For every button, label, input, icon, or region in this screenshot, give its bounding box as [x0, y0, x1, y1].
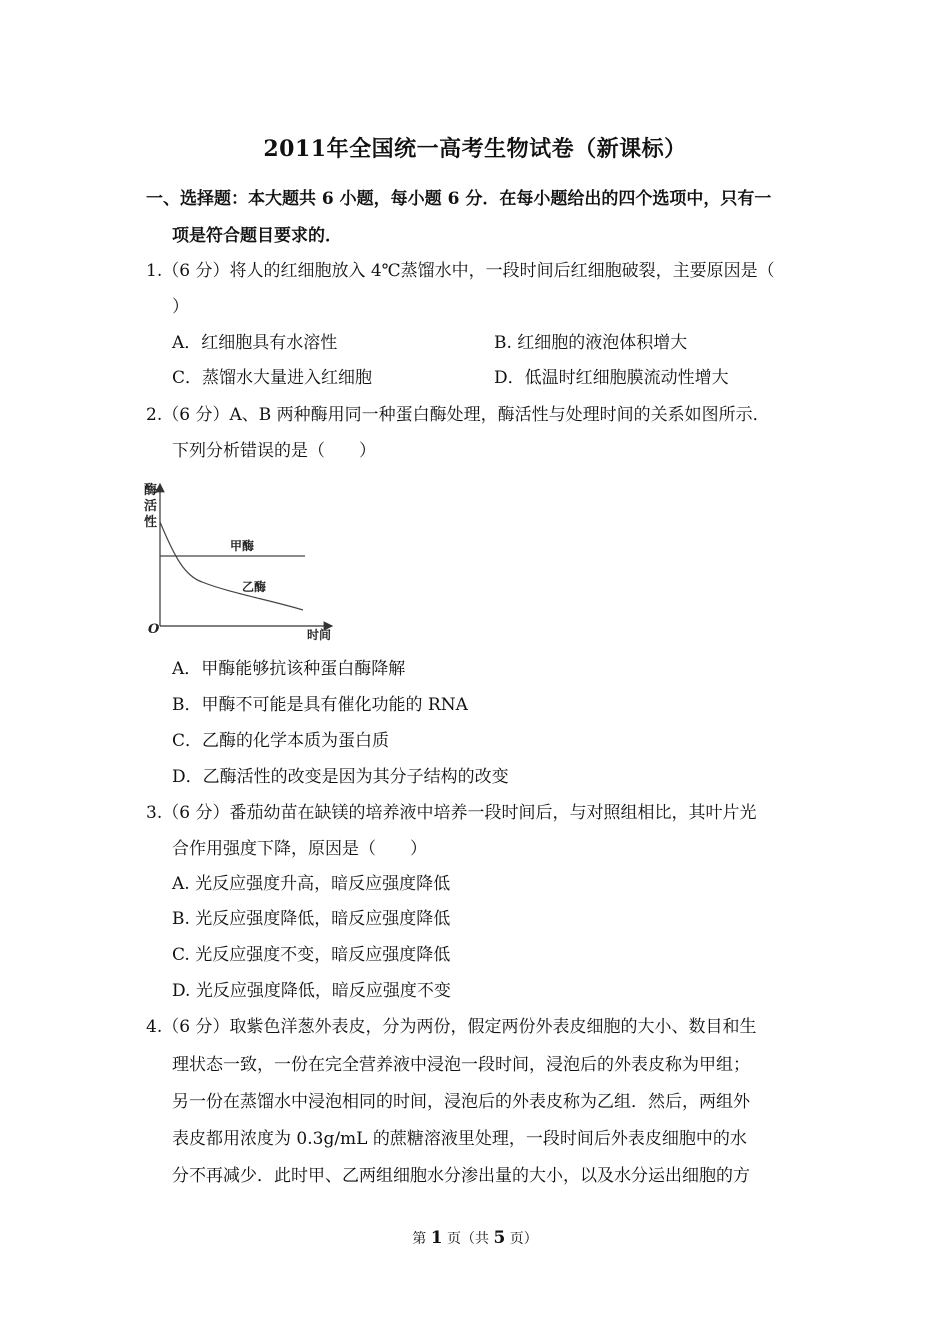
q2-option-d: D．乙酶活性的改变是因为其分子结构的改变: [172, 767, 509, 787]
series-b-label: 乙酶: [242, 580, 267, 594]
q2-option-a: A．甲酶能够抗该种蛋白酶降解: [172, 659, 406, 679]
q1-option-c: C．蒸馏水大量进入红细胞: [172, 368, 373, 388]
q1-option-a: A．红细胞具有水溶性: [172, 333, 338, 353]
q3-option-c: C. 光反应强度不变，暗反应强度降低: [172, 945, 451, 965]
footer-total-pages: 5: [493, 1228, 506, 1248]
footer-page-number: 1: [430, 1228, 443, 1248]
x-axis-label: 时间: [307, 628, 332, 642]
section-heading-line2: 项是符合题目要求的．: [172, 226, 342, 246]
q4-stem-line5: 分不再减少．此时甲、乙两组细胞水分渗出量的大小，以及水分运出细胞的方: [172, 1166, 750, 1186]
origin-label: O: [148, 622, 160, 637]
q2-stem-line2: 下列分析错误的是（ ）: [172, 441, 376, 461]
page-title: 2011年全国统一高考生物试卷（新课标）: [263, 136, 687, 162]
q2-option-c: C．乙酶的化学本质为蛋白质: [172, 731, 390, 751]
q4-stem-line4: 表皮都用浓度为 0.3g/mL 的蔗糖溶液里处理，一段时间后外表皮细胞中的水: [172, 1129, 747, 1149]
q2-stem-line1: 2.（6 分）A、B 两种酶用同一种蛋白酶处理，酶活性与处理时间的关系如图所示．: [146, 405, 770, 425]
q4-stem-line2: 理状态一致，一份在完全营养液中浸泡一段时间，浸泡后的外表皮称为甲组；: [172, 1055, 750, 1075]
q4-stem-line1: 4.（6 分）取紫色洋葱外表皮，分为两份，假定两份外表皮细胞的大小、数目和生: [146, 1017, 757, 1037]
q1-stem-line1: 1.（6 分）将人的红细胞放入 4℃蒸馏水中，一段时间后红细胞破裂，主要原因是（: [146, 261, 775, 281]
q3-stem-line2: 合作用强度下降，原因是（ ）: [172, 839, 427, 859]
q4-stem-line3: 另一份在蒸馏水中浸泡相同的时间，浸泡后的外表皮称为乙组．然后，两组外: [172, 1092, 750, 1112]
q3-option-a: A. 光反应强度升高，暗反应强度降低: [172, 874, 451, 894]
footer-middle: 页（共: [442, 1231, 494, 1247]
q3-option-d: D. 光反应强度降低，暗反应强度不变: [172, 981, 451, 1001]
section-heading-line1: 一、选择题：本大题共 6 小题，每小题 6 分．在每小题给出的四个选项中，只有一: [146, 189, 772, 209]
page-footer: [0, 1228, 950, 1248]
q1-option-b: B. 红细胞的液泡体积增大: [494, 333, 688, 353]
q1-stem-line2: ）: [172, 297, 189, 317]
series-b-line: [160, 522, 303, 610]
series-a-label: 甲酶: [230, 539, 255, 553]
q3-option-b: B. 光反应强度降低，暗反应强度降低: [172, 909, 451, 929]
q2-option-b: B．甲酶不可能是具有催化功能的 RNA: [172, 695, 468, 715]
y-axis-label-3: 性: [144, 515, 158, 530]
y-axis-label-2: 活: [144, 499, 158, 514]
y-axis-label-1: 酶: [144, 483, 158, 498]
q1-option-d: D．低温时红细胞膜流动性增大: [494, 368, 729, 388]
footer-suffix: 页）: [505, 1231, 538, 1247]
q3-stem-line1: 3.（6 分）番茄幼苗在缺镁的培养液中培养一段时间后，与对照组相比，其叶片光: [146, 803, 757, 823]
enzyme-activity-graph: [140, 478, 340, 648]
footer-prefix: 第: [412, 1231, 431, 1247]
